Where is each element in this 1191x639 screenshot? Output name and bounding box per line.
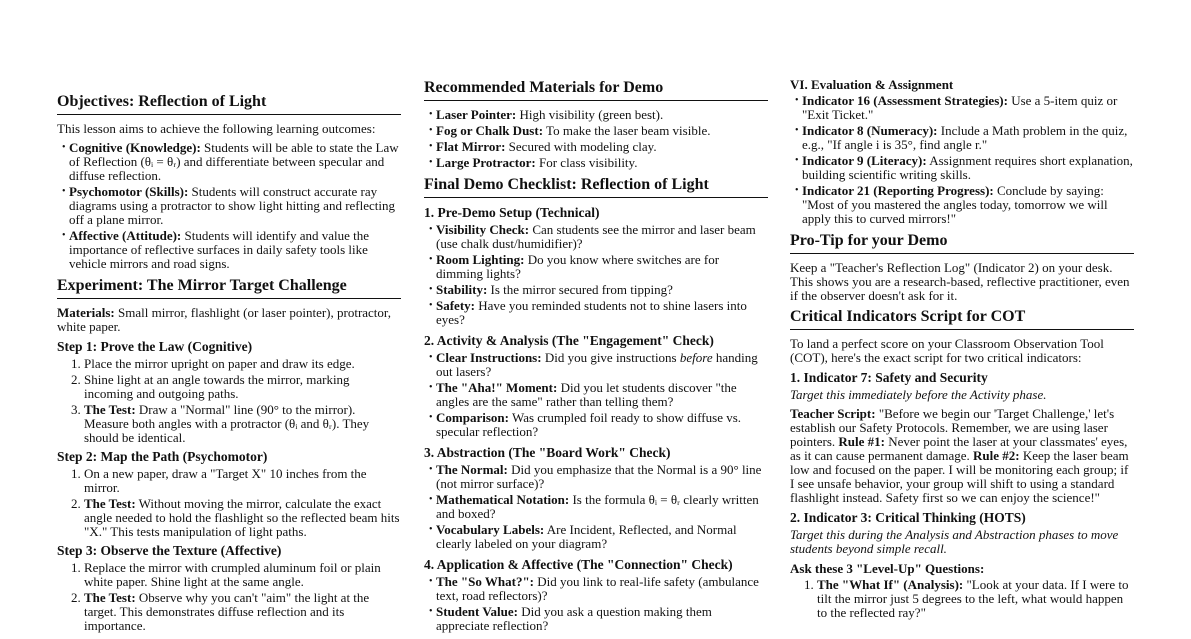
- step2-heading: Step 2: Map the Path (Psychomotor): [57, 449, 268, 464]
- list-item: • Large Protractor: For class visibility.: [436, 156, 768, 170]
- list-item: • The "Aha!" Moment: Did you let students discover "the angles are the same" rather than telling them?: [436, 381, 768, 409]
- tip-title: Pro-Tip for your Demo: [790, 232, 1134, 254]
- section2-list: [424, 351, 768, 439]
- experiment-title: Experiment: The Mirror Target Challenge: [57, 277, 401, 299]
- section1-heading: 1. Pre-Demo Setup (Technical): [424, 205, 600, 220]
- list-item: 1. Place the mirror upright on paper and draw its edge.: [84, 357, 401, 371]
- list-item: • Room Lighting: Do you know where switches are for dimming lights?: [436, 253, 768, 281]
- section4-heading: 4. Application & Affective (The "Connection" Check): [424, 557, 733, 572]
- indicator7-target: Target this immediately before the Activity phase.: [790, 387, 1047, 402]
- list-item: • Vocabulary Labels: Are Incident, Reflected, and Normal clearly labeled on your diagram?: [436, 523, 768, 551]
- step1-heading: Step 1: Prove the Law (Cognitive): [57, 339, 253, 354]
- cot-intro: To land a perfect score on your Classroom Observation Tool (COT), here's the exact script for two critical indicators:: [790, 336, 1104, 365]
- list-item: • Clear Instructions: Did you give instructions before handing out lasers?: [436, 351, 768, 379]
- list-item: 2. Shine light at an angle towards the mirror, marking incoming and outgoing paths.: [84, 373, 401, 401]
- materials-text: Materials: Small mirror, flashlight (or laser pointer), protractor, white paper.: [57, 305, 391, 334]
- list-item: 2. The Test: Observe why you can't "aim" the light at the target. This demonstrates diffuse reflection and its importance.: [84, 591, 401, 633]
- questions-heading: Ask these 3 "Level-Up" Questions:: [790, 561, 985, 576]
- questions-list: [790, 578, 1134, 620]
- list-item: 1. Replace the mirror with crumpled aluminum foil or plain white paper. Shine light at the same angle.: [84, 561, 401, 589]
- indicator3-heading: 2. Indicator 3: Critical Thinking (HOTS): [790, 510, 1026, 525]
- list-item: • Cognitive (Knowledge): Students will be able to state the Law of Reflection (θᵢ = θᵣ) and differentiate between specular and diffuse reflection.: [69, 141, 401, 183]
- list-item: • Indicator 9 (Literacy): Assignment requires short explanation, building scientific writing skills.: [802, 154, 1134, 182]
- list-item: • Student Value: Did you ask a question making them appreciate reflection?: [436, 605, 768, 633]
- section2-heading: 2. Activity & Analysis (The "Engagement" Check): [424, 333, 714, 348]
- list-item: 1. On a new paper, draw a "Target X" 10 inches from the mirror.: [84, 467, 401, 495]
- list-item: • Indicator 21 (Reporting Progress): Conclude by saying: "Most of you mastered the angles today, tomorrow we will apply this to curved mirrors!": [802, 184, 1134, 226]
- list-item: 3. The Test: Draw a "Normal" line (90° to the mirror). Measure both angles with a protractor (θᵢ and θᵣ). They should be identical.: [84, 403, 401, 445]
- step3-list: [57, 561, 401, 633]
- section3-heading: 3. Abstraction (The "Board Work" Check): [424, 445, 671, 460]
- list-item: • Stability: Is the mirror secured from tipping?: [436, 283, 768, 297]
- objectives-list: [57, 141, 401, 271]
- step1-list: [57, 357, 401, 445]
- list-item: • Laser Pointer: High visibility (green best).: [436, 108, 768, 122]
- list-item: • Flat Mirror: Secured with modeling clay.: [436, 140, 768, 154]
- indicator3-target: Target this during the Analysis and Abstraction phases to move students beyond simple recall.: [790, 527, 1119, 556]
- tip-text: Keep a "Teacher's Reflection Log" (Indicator 2) on your desk. This shows you are a research-based, reflective practitioner, even if the observer doesn't ask for it.: [790, 260, 1130, 303]
- list-item: • The Normal: Did you emphasize that the Normal is a 90° line (not mirror surface)?: [436, 463, 768, 491]
- section3-list: [424, 463, 768, 551]
- step3-heading: Step 3: Observe the Texture (Affective): [57, 543, 282, 558]
- list-item: • Fog or Chalk Dust: To make the laser beam visible.: [436, 124, 768, 138]
- list-item: • Mathematical Notation: Is the formula θᵢ = θᵣ clearly written and boxed?: [436, 493, 768, 521]
- list-item: • Safety: Have you reminded students not to shine lasers into eyes?: [436, 299, 768, 327]
- list-item: 2. The Test: Without moving the mirror, calculate the exact angle needed to hold the flashlight so the reflected beam hits "X." This tests manipulation of light paths.: [84, 497, 401, 539]
- column-checklist: [424, 79, 768, 639]
- list-item: • The "So What?": Did you link to real-life safety (ambulance text, road reflectors)?: [436, 575, 768, 603]
- materials-title: Recommended Materials for Demo: [424, 79, 768, 101]
- evaluation-list: [790, 94, 1134, 226]
- section1-list: [424, 223, 768, 327]
- objectives-title: Objectives: Reflection of Light: [57, 93, 401, 115]
- column-objectives: [57, 93, 401, 637]
- teacher-script: Teacher Script: "Before we begin our 'Target Challenge,' let's establish our Safety Protocols. Remember, we are using laser pointers. Rule #1: Never point the laser at your classmates' eyes, as it can cause permanent damage. Rule #2: Keep the laser beam low and focused on the paper. I will be monitoring each group; if I see unsafe behavior, your group will shift to using a standard flashlight instead. Safety first so we can enjoy the science!": [790, 406, 1129, 505]
- objectives-intro: This lesson aims to achieve the following learning outcomes:: [57, 121, 376, 136]
- step2-list: [57, 467, 401, 539]
- column-evaluation: [790, 77, 1134, 624]
- materials-list: [424, 108, 768, 170]
- list-item: • Comparison: Was crumpled foil ready to show diffuse vs. specular reflection?: [436, 411, 768, 439]
- list-item: • Visibility Check: Can students see the mirror and laser beam (use chalk dust/humidifier)?: [436, 223, 768, 251]
- indicator7-heading: 1. Indicator 7: Safety and Security: [790, 370, 988, 385]
- list-item: • Affective (Attitude): Students will identify and value the importance of reflective surfaces in daily safety tools like vehicle mirrors and road signs.: [69, 229, 401, 271]
- list-item: • Psychomotor (Skills): Students will construct accurate ray diagrams using a protractor to show light hitting and reflecting off a plane mirror.: [69, 185, 401, 227]
- list-item: • Indicator 16 (Assessment Strategies): Use a 5-item quiz or "Exit Ticket.": [802, 94, 1134, 122]
- section4-list: [424, 575, 768, 633]
- list-item: 1. The "What If" (Analysis): "Look at your data. If I were to tilt the mirror just 5 degrees to the left, what would happen to the reflected ray?": [817, 578, 1134, 620]
- evaluation-title: VI. Evaluation & Assignment: [790, 77, 954, 92]
- checklist-title: Final Demo Checklist: Reflection of Light: [424, 176, 768, 198]
- cot-title: Critical Indicators Script for COT: [790, 308, 1134, 330]
- list-item: • Indicator 8 (Numeracy): Include a Math problem in the quiz, e.g., "If angle i is 35°, find angle r.": [802, 124, 1134, 152]
